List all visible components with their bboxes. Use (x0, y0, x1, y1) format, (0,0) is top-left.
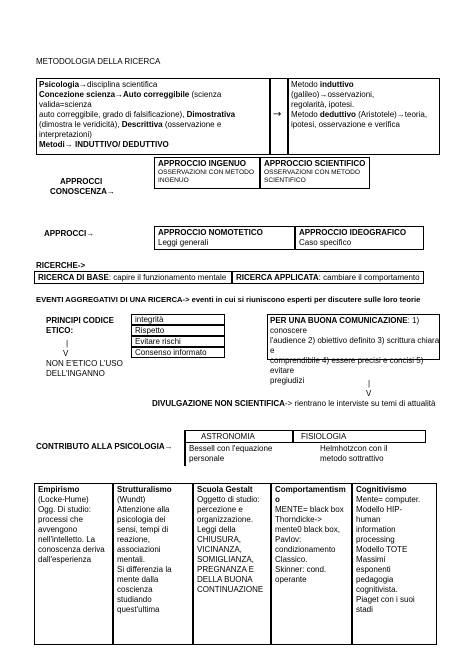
psicologia-text: Psicologia→disciplina scientifica Concezione scienza→Auto correggibile (scienza valida=scienza auto correggibile, grado di falsificazione), Dimostrativa (dimostra le veridicità), Descrittiva (osservazione e interpretazioni) Metodi→ INDUTTIVO/ DEDUTTIVO (39, 80, 236, 149)
contributo-divider (292, 430, 294, 443)
ricerche-label: RICERCHE-> (36, 261, 86, 270)
fisiologia-title: FISIOLOGIA (301, 432, 347, 441)
principi-note-1: NON E'ETICO L'USO (46, 359, 123, 368)
approcci-label: APPROCCI→ (44, 229, 95, 238)
ideografico-cell: APPROCCIO IDEOGRAFICO Caso specifico (295, 226, 424, 250)
divulgazione-v: V (366, 389, 372, 398)
ricerca-base-cell: RICERCA DI BASE: capire il funzionamento mentale (34, 271, 232, 284)
scuola-cognitivismo: Cognitivismo Mente= computer. Modello HIP- human information processing Modello TOTE Massimi esponenti pedagogia cognitivista. Piaget con i suoi stadi (352, 483, 437, 645)
principio-item: Consenso informato (131, 347, 225, 358)
astronomia-text-2: personale (189, 454, 225, 463)
principi-label-1: PRINCIPI CODICE (46, 316, 115, 325)
principio-item: Rispetto (131, 325, 225, 336)
page-title: METODOLOGIA DELLA RICERCA (36, 57, 161, 66)
arrow-right-icon: → (273, 109, 282, 120)
conoscenza-label-2: CONOSCENZA→ (50, 187, 115, 196)
contributo-left-rule (184, 430, 186, 466)
metodo-text: Metodo induttivo (galileo)→osservazioni, regolarità, ipotesi. Metodo deduttivo (Aristotele)→teoria, ipotesi, osservazione e verifica (291, 80, 428, 129)
scuola-empirismo: Empirismo (Locke-Hume) Ogg. Di studio: processi che avvengono nell'intelletto. La conoscenza deriva dall'esperienza (34, 483, 113, 645)
principio-item: integrità (131, 314, 225, 325)
principi-note-2: DELL'INGANNO (46, 369, 105, 378)
conoscenza-label-1: APPROCCI (60, 177, 103, 186)
fisiologia-text-1: Helmhotzcon con il (320, 444, 388, 453)
astronomia-text-1: Bessell con l'equazione (189, 444, 273, 453)
approccio-ingenuo-cell: APPROCCIO INGENUO OSSERVAZIONI CON METODO INGENUO (154, 157, 260, 189)
approccio-scientifico-cell: APPROCCIO SCIENTIFICO OSSERVAZIONI CON METODO SCIENTIFICO (260, 157, 370, 189)
divulgazione-text: DIVULGAZIONE NON SCIENTIFICA-> rientrano le interviste su temi di attualità (152, 399, 436, 408)
principi-label-2: ETICO: (46, 326, 74, 335)
principio-item: Evitare rischi (131, 336, 225, 347)
astronomia-title: ASTRONOMIA (201, 432, 255, 441)
scuola-gestalt: Scuola Gestalt Oggetto di studio: percezione e organizzazione. Leggi della CHIUSURA, VICINANZA, SOMIGLIANZA, PREGNANZA E DELLA BUONA CONTINUAZIONE (193, 483, 271, 645)
eventi-text: EVENTI AGGREGATIVI DI UNA RICERCA-> eventi in cui si riuniscono esperti per discutere sulle loro teorie (36, 295, 421, 304)
comunicazione-text: PER UNA BUONA COMUNICAZIONE: 1) conoscere l'audience 2) obiettivo definito 3) scrittura chiara e comprendibile 4) essere precisi e concisi 5) evitare pregiudizi (270, 316, 440, 385)
principi-bar: | (66, 339, 69, 348)
fisiologia-text-2: metodo sottrattivo (320, 454, 384, 463)
principi-v: V (63, 349, 69, 358)
ricerca-applicata-cell: RICERCA APPLICATA: cambiare il comportamento (232, 271, 424, 284)
scuola-comportamentismo: Comportamentism o MENTE= black box Thorndicke-> mente0 black box, Pavlov: condizionamento Classico. Skinner: cond. operante (271, 483, 352, 645)
divulgazione-bar: | (368, 379, 371, 388)
contributo-label: CONTRIBUTO ALLA PSICOLOGIA→ (36, 442, 173, 451)
scuola-strutturalismo: Strutturalismo (Wundt) Attenzione alla psicologia dei sensi, tempi di reazione, associazioni mentali. Si differenzia la mente dalla coscienza studiando quest'ultima (113, 483, 193, 645)
nomotetico-cell: APPROCCIO NOMOTETICO Leggi generali (154, 226, 295, 250)
